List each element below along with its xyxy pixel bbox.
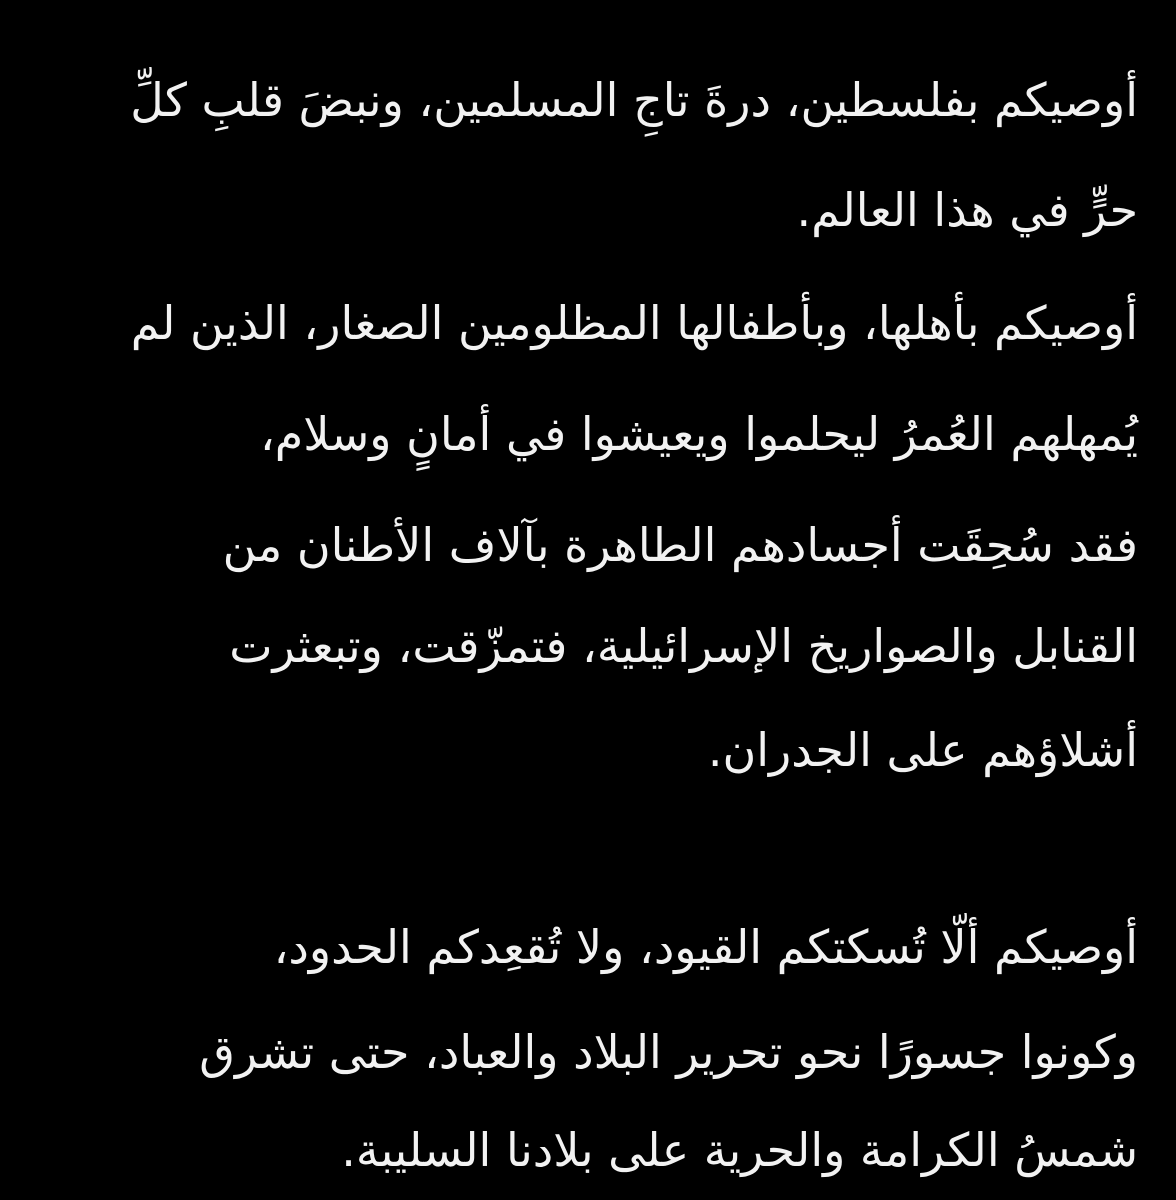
paragraph-2-line-4: القنابل والصواريخ الإسرائيلية، فتمزّقت، وتبعثرت (229, 619, 1138, 673)
paragraph-3-line-3: شمسُ الكرامة والحرية على بلادنا السليبة. (341, 1123, 1138, 1177)
paragraph-2-line-5: أشلاؤهم على الجدران. (707, 723, 1138, 777)
paragraph-3-line-2: وكونوا جسورًا نحو تحرير البلاد والعباد، حتى تشرق (199, 1025, 1138, 1079)
paragraph-2-line-3: فقد سُحِقَت أجسادهم الطاهرة بآلاف الأطنان من (222, 518, 1138, 572)
paragraph-1-line-2: حرٍّ في هذا العالم. (796, 183, 1138, 237)
paragraph-2-line-2: يُمهلهم العُمرُ ليحلموا ويعيشوا في أمانٍ وسلام، (259, 407, 1138, 461)
paragraph-2-line-1: أوصيكم بأهلها، وبأطفالها المظلومين الصغار، الذين لم (130, 296, 1138, 350)
paragraph-1-line-1: أوصيكم بفلسطين، درةَ تاجِ المسلمين، ونبضَ قلبِ كلِّ (130, 73, 1138, 127)
paragraph-3-line-1: أوصيكم ألّا تُسكتكم القيود، ولا تُقعِدكم الحدود، (273, 920, 1138, 974)
